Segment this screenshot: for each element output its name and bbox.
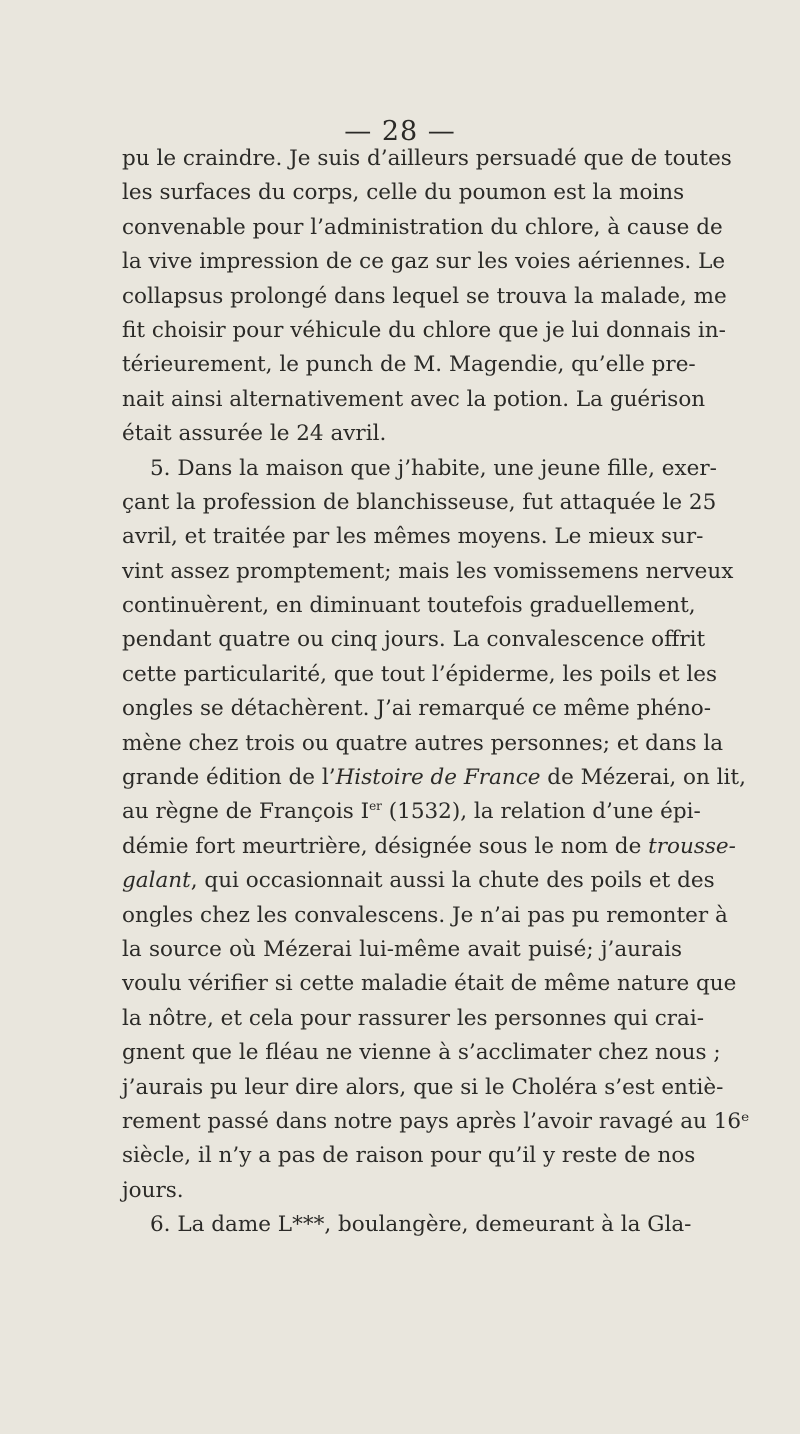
text-line: jours. [122, 1177, 184, 1203]
italic-term: trousse- [648, 833, 736, 859]
text-line: nait ainsi alternativement avec la potion. La guérison [122, 386, 706, 412]
text-line: les surfaces du corps, celle du poumon est la moins [122, 180, 685, 206]
text-segment: de Mézerai, on lit, [540, 765, 746, 791]
text-segment: (1532), la relation d’une épi- [381, 799, 701, 825]
paragraph-5-start: 5. Dans la maison que j’habite, une jeune fille, exer- [150, 455, 717, 481]
text-line: mène chez trois ou quatre autres personnes; et dans la [122, 730, 724, 756]
text-line: vint assez promptement; mais les vomissemens nerveux [122, 558, 734, 584]
text-line: la nôtre, et cela pour rassurer les personnes qui crai- [122, 1005, 705, 1031]
text-line: pendant quatre ou cinq jours. La convalescence offrit [122, 627, 706, 653]
text-line: collapsus prolongé dans lequel se trouva la malade, me [122, 283, 727, 309]
italic-term: galant [122, 868, 191, 894]
text-line: j’aurais pu leur dire alors, que si le Choléra s’est entiè- [122, 1074, 724, 1100]
text-line: rement passé dans notre pays après l’avoir ravagé au 16ᵉ [122, 1108, 750, 1134]
text-line: ongles chez les convalescens. Je n’ai pas pu remonter à [122, 902, 728, 928]
text-segment: grande édition de l’ [122, 765, 336, 791]
text-line: fit choisir pour véhicule du chlore que je lui donnais in- [122, 317, 726, 343]
text-line: ongles se détachèrent. J’ai remarqué ce même phéno- [122, 696, 712, 722]
book-title: Histoire de France [335, 765, 541, 791]
text-segment: , qui occasionnait aussi la chute des poils et des [190, 868, 715, 894]
text-line [122, 795, 701, 829]
text-line: la vive impression de ce gaz sur les voies aériennes. Le [122, 249, 726, 275]
text-line: la source où Mézerai lui-même avait puisé; j’aurais [122, 936, 682, 962]
text-line: convenable pour l’administration du chlore, à cause de [122, 214, 723, 240]
text-line: çant la profession de blanchisseuse, fut attaquée le 25 [122, 489, 717, 515]
text-line [122, 864, 715, 898]
text-segment: au règne de François I [122, 799, 370, 825]
text-line: gnent que le fléau ne vienne à s’acclimater chez nous ; [122, 1040, 721, 1066]
text-line: voulu vérifier si cette maladie était de même nature que [122, 971, 737, 997]
paragraph-6-start: 6. La dame L***, boulangère, demeurant à la Gla- [150, 1212, 692, 1238]
text-line: continuèrent, en diminuant toutefois graduellement, [122, 593, 696, 619]
text-line: pu le craindre. Je suis d’ailleurs persuadé que de toutes [122, 146, 732, 171]
text-segment: démie fort meurtrière, désignée sous le nom de [122, 833, 649, 859]
text-line: avril, et traitée par les mêmes moyens. Le mieux sur- [122, 524, 704, 550]
text-line: siècle, il n’y a pas de raison pour qu’il y reste de nos [122, 1143, 696, 1169]
body-text [122, 142, 750, 1243]
text-line [122, 761, 746, 795]
superscript: er [369, 799, 382, 814]
text-line: cette particularité, que tout l’épiderme, les poils et les [122, 661, 718, 687]
text-line: était assurée le 24 avril. [122, 421, 387, 447]
text-line [122, 830, 736, 864]
text-line: térieurement, le punch de M. Magendie, qu’elle pre- [122, 352, 696, 378]
page-number: — 28 — [344, 116, 456, 147]
